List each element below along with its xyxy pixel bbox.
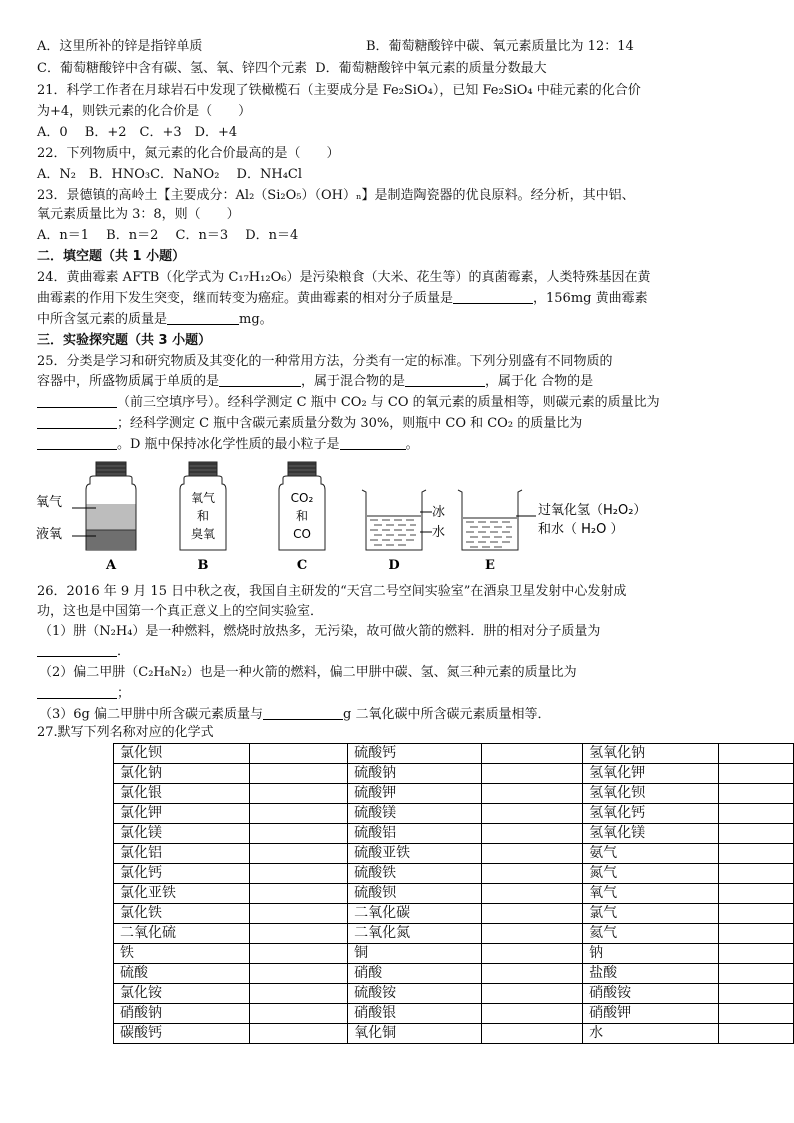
- formula-answer-cell[interactable]: [482, 964, 583, 984]
- q22-stem: 22．下列物质中，氮元素的化合价最高的是（ ）: [37, 146, 340, 161]
- q25-text: ，属于化 合物的是: [485, 374, 594, 389]
- compound-name-cell: 氯气: [583, 904, 719, 924]
- q26-part2: （2）偏二甲肼（C₂H₈N₂）也是一种火箭的燃料，偏二甲肼中碳、氢、氮三种元素的质量比为: [39, 665, 577, 680]
- compound-name-cell: 氯化钾: [114, 804, 250, 824]
- formula-answer-cell[interactable]: [482, 784, 583, 804]
- formula-answer-cell[interactable]: [718, 744, 793, 764]
- beaker-d: [362, 490, 432, 550]
- formula-answer-cell[interactable]: [482, 884, 583, 904]
- compound-name-cell: 硫酸亚铁: [348, 844, 482, 864]
- formula-answer-cell[interactable]: [482, 944, 583, 964]
- figure-label-d: D: [388, 558, 400, 573]
- table-row: [114, 1004, 794, 1024]
- compound-name-cell: 硫酸铁: [348, 864, 482, 884]
- q25-line3: [37, 394, 660, 412]
- formula-answer-cell[interactable]: [718, 924, 793, 944]
- formula-answer-cell[interactable]: [482, 764, 583, 784]
- q23-options: A．n＝1 B．n＝2 C．n＝3 D．n＝4: [37, 228, 299, 243]
- q25-answer-blank-4[interactable]: [37, 415, 117, 429]
- q26-text: ．: [117, 644, 131, 659]
- formula-answer-cell[interactable]: [249, 964, 347, 984]
- compound-name-cell: 氢氧化钾: [583, 764, 719, 784]
- q24-text: ，156mg 黄曲霉素: [533, 291, 648, 306]
- formula-answer-cell[interactable]: [718, 964, 793, 984]
- formula-answer-cell[interactable]: [249, 824, 347, 844]
- table-row: [114, 784, 794, 804]
- figure-label-e: E: [485, 558, 495, 573]
- compound-name-cell: 二氧化氮: [348, 924, 482, 944]
- formula-answer-cell[interactable]: [718, 984, 793, 1004]
- bottle-a-top-label: 氧气: [36, 495, 63, 510]
- q26-part1: （1）肼（N₂H₄）是一种燃料，燃烧时放热多，无污染，故可做火箭的燃料．肼的相对分子质量为: [39, 624, 601, 639]
- bottle-b-label-2: 和: [196, 509, 210, 523]
- formula-answer-cell[interactable]: [482, 904, 583, 924]
- formula-answer-cell[interactable]: [482, 844, 583, 864]
- compound-name-cell: 氢氧化钙: [583, 804, 719, 824]
- q25-answer-blank-6[interactable]: [340, 436, 406, 450]
- q25-text: 。D 瓶中保持冰化学性质的最小粒子是: [117, 437, 340, 452]
- compound-name-cell: 氯化铝: [114, 844, 250, 864]
- compound-name-cell: 硫酸钡: [348, 884, 482, 904]
- compound-name-cell: 硫酸铵: [348, 984, 482, 1004]
- beaker-e: [458, 490, 536, 550]
- bottle-c-label-2: 和: [295, 509, 309, 523]
- q24-line3: [37, 311, 273, 329]
- compound-name-cell: 硝酸铵: [583, 984, 719, 1004]
- q24-text: 曲霉素的作用下发生突变，继而转变为癌症。黄曲霉素的相对分子质量是: [37, 291, 454, 306]
- table-row: [114, 804, 794, 824]
- q21-stem-line1: 21．科学工作者在月球岩石中发现了铁橄榄石（主要成分是 Fe₂SiO₄），已知 Fe₂SiO₄ 中硅元素的化合价: [37, 83, 641, 98]
- formula-answer-cell[interactable]: [249, 744, 347, 764]
- section-experiment-heading: 三．实验探究题（共 3 小题）: [37, 333, 212, 348]
- compound-name-cell: 二氧化硫: [114, 924, 250, 944]
- compound-name-cell: 钠: [583, 944, 719, 964]
- compound-name-cell: 氯化钠: [114, 764, 250, 784]
- q21-options: A．0 B．+2 C．+3 D．+4: [37, 125, 238, 140]
- formula-answer-cell[interactable]: [482, 1024, 583, 1044]
- formula-answer-cell[interactable]: [482, 1004, 583, 1024]
- q25-answer-blank-3[interactable]: [37, 394, 117, 408]
- compound-name-cell: 铜: [348, 944, 482, 964]
- q25-text: ，属于混合物的是: [301, 374, 406, 389]
- compound-name-cell: 氢氧化钡: [583, 784, 719, 804]
- compound-name-cell: 氢氧化镁: [583, 824, 719, 844]
- compound-name-cell: 硫酸镁: [348, 804, 482, 824]
- compound-name-cell: 氧气: [583, 884, 719, 904]
- figure-label-a: A: [105, 558, 117, 573]
- compound-name-cell: 硝酸: [348, 964, 482, 984]
- formula-answer-cell[interactable]: [718, 944, 793, 964]
- compound-name-cell: 氮气: [583, 864, 719, 884]
- q24-line1: 24．黄曲霉素 AFTB（化学式为 C₁₇H₁₂O₆）是污染粮食（大米、花生等）的真菌霉素，人类特殊基因在黄: [37, 270, 651, 285]
- beaker-d-label-2: 水: [432, 525, 446, 540]
- formula-answer-cell[interactable]: [718, 764, 793, 784]
- compound-name-cell: 氯化铵: [114, 984, 250, 1004]
- q25-text: 。: [405, 437, 419, 452]
- q24-answer-blank-2[interactable]: [167, 311, 239, 325]
- q26-part1-answer: [37, 643, 130, 661]
- bottle-a-bottom-label: 液氧: [36, 527, 63, 542]
- q27-title: 27.默写下列名称对应的化学式: [37, 725, 214, 740]
- table-row: [114, 864, 794, 884]
- table-row: [114, 1024, 794, 1044]
- compound-name-cell: 氦气: [583, 924, 719, 944]
- bottle-c-label-1: CO₂: [290, 491, 314, 505]
- q23-stem-line1: 23．景德镇的高岭土【主要成分：Al₂（Si₂O₅）（OH）ₙ】是制造陶瓷器的优良原料。经分析，其中铝、: [37, 188, 635, 203]
- q20-option-cd: [37, 60, 547, 78]
- beaker-e-label-2: 和水（ H₂O ）: [538, 522, 624, 537]
- compound-name-cell: 氯化铁: [114, 904, 250, 924]
- bottle-b-label-1: 氧气: [190, 491, 216, 505]
- compound-name-cell: 碳酸钙: [114, 1024, 250, 1044]
- formula-answer-cell[interactable]: [482, 924, 583, 944]
- q25-line4: [37, 415, 582, 433]
- formula-answer-cell[interactable]: [249, 784, 347, 804]
- formula-answer-cell[interactable]: [482, 864, 583, 884]
- formula-answer-cell[interactable]: [718, 884, 793, 904]
- q24-answer-blank-1[interactable]: [453, 290, 533, 304]
- q25-text: 容器中，所盛物质属于单质的是: [37, 374, 220, 389]
- compound-name-cell: 硝酸银: [348, 1004, 482, 1024]
- table-row: [114, 884, 794, 904]
- q24-text: mg。: [239, 312, 273, 327]
- q25-text: （前三空填序号）。经科学测定 C 瓶中 CO₂ 与 CO 的氧元素的质量相等，则碳元素的质量比为: [117, 395, 660, 410]
- table-row: [114, 924, 794, 944]
- bottle-b-label-3: 臭氧: [190, 527, 216, 541]
- formula-answer-cell[interactable]: [249, 764, 347, 784]
- q23-stem-line2: 氧元素质量比为 3：8，则（ ）: [37, 207, 240, 222]
- formula-answer-cell[interactable]: [718, 844, 793, 864]
- q25-answer-blank-2[interactable]: [405, 373, 485, 387]
- beaker-d-label-1: 冰: [432, 505, 446, 520]
- compound-name-cell: 硫酸: [114, 964, 250, 984]
- compound-name-cell: 氯化镁: [114, 824, 250, 844]
- formula-answer-cell[interactable]: [718, 1024, 793, 1044]
- q20-option-c: C．葡萄糖酸锌中含有碳、氢、氧、锌四个元素: [37, 61, 307, 76]
- bottle-c-label-3: CO: [293, 527, 311, 541]
- table-row: [114, 844, 794, 864]
- formula-answer-cell[interactable]: [718, 864, 793, 884]
- compound-name-cell: 氨气: [583, 844, 719, 864]
- compound-name-cell: 氧化铜: [348, 1024, 482, 1044]
- table-row: [114, 744, 794, 764]
- compound-name-cell: 氯化钙: [114, 864, 250, 884]
- compound-name-cell: 硫酸钙: [348, 744, 482, 764]
- formula-answer-cell[interactable]: [718, 824, 793, 844]
- formula-answer-cell[interactable]: [249, 1004, 347, 1024]
- q20-option-d: D．葡萄糖酸锌中氧元素的质量分数最大: [315, 61, 547, 76]
- q26-text: g 二氧化碳中所含碳元素质量相等．: [343, 707, 551, 722]
- q26-answer-blank-1[interactable]: [37, 643, 117, 657]
- q25-answer-blank-1[interactable]: [219, 373, 301, 387]
- compound-name-cell: 氢氧化钠: [583, 744, 719, 764]
- compound-name-cell: 硝酸钾: [583, 1004, 719, 1024]
- q24-text: 中所含氢元素的质量是: [37, 312, 168, 327]
- compound-name-cell: 盐酸: [583, 964, 719, 984]
- formula-answer-cell[interactable]: [249, 1024, 347, 1044]
- q25-answer-blank-5[interactable]: [37, 436, 117, 450]
- formula-answer-cell[interactable]: [249, 984, 347, 1004]
- figure-label-c: C: [296, 558, 308, 573]
- formula-answer-cell[interactable]: [249, 844, 347, 864]
- compound-name-cell: 铁: [114, 944, 250, 964]
- formula-answer-cell[interactable]: [249, 804, 347, 824]
- q21-stem-line2: 为+4，则铁元素的化合价是（ ）: [37, 104, 252, 119]
- q26-line2: 功，这也是中国第一个真正意义上的空间实验室．: [37, 604, 324, 619]
- compound-name-cell: 氯化银: [114, 784, 250, 804]
- q25-line5: [37, 436, 419, 454]
- figure-label-b: B: [197, 558, 209, 573]
- compound-name-cell: 硫酸钾: [348, 784, 482, 804]
- formula-answer-cell[interactable]: [249, 944, 347, 964]
- formula-answer-cell[interactable]: [718, 1004, 793, 1024]
- formula-answer-cell[interactable]: [249, 904, 347, 924]
- compound-name-cell: 水: [583, 1024, 719, 1044]
- q24-line2: [37, 290, 648, 308]
- q22-options: A．N₂ B．HNO₃C．NaNO₂ D．NH₄Cl: [37, 167, 303, 182]
- chemical-formula-table: [113, 743, 794, 1044]
- beaker-e-label-1: 过氧化氢（H₂O₂）: [538, 503, 647, 518]
- q26-part3: [39, 706, 550, 724]
- compound-name-cell: 硫酸钠: [348, 764, 482, 784]
- section-fill-blank-heading: 二．填空题（共 1 小题）: [37, 249, 186, 264]
- table-row: [114, 904, 794, 924]
- formula-answer-cell[interactable]: [718, 904, 793, 924]
- formula-answer-cell[interactable]: [482, 804, 583, 824]
- formula-answer-cell[interactable]: [249, 884, 347, 904]
- bottle-a: [72, 462, 136, 550]
- q25-text: ；经科学测定 C 瓶中含碳元素质量分数为 30%，则瓶中 CO 和 CO₂ 的质量比为: [117, 416, 583, 431]
- q20-option-b: B．葡萄糖酸锌中碳、氧元素质量比为 12：14: [366, 39, 634, 54]
- formula-answer-cell[interactable]: [482, 744, 583, 764]
- q26-answer-blank-3[interactable]: [263, 706, 343, 720]
- q26-text: （3）6g 偏二甲肼中所含碳元素质量与: [39, 707, 263, 722]
- table-row: [114, 984, 794, 1004]
- q26-answer-blank-2[interactable]: [37, 685, 117, 699]
- q26-part2-answer: [37, 685, 130, 703]
- q25-line1: 25．分类是学习和研究物质及其变化的一种常用方法，分类有一定的标准。下列分别盛有不同物质的: [37, 354, 613, 369]
- table-row: [114, 964, 794, 984]
- formula-answer-cell[interactable]: [718, 804, 793, 824]
- formula-answer-cell[interactable]: [482, 984, 583, 1004]
- formula-answer-cell[interactable]: [482, 824, 583, 844]
- compound-name-cell: 硫酸铝: [348, 824, 482, 844]
- compound-name-cell: 硝酸钠: [114, 1004, 250, 1024]
- compound-name-cell: 氯化钡: [114, 744, 250, 764]
- compound-name-cell: 氯化亚铁: [114, 884, 250, 904]
- q20-option-a: A．这里所补的锌是指锌单质: [37, 39, 203, 54]
- q26-text: ；: [117, 686, 131, 701]
- table-row: [114, 944, 794, 964]
- table-row: [114, 824, 794, 844]
- q25-line2: [37, 373, 593, 391]
- formula-answer-cell[interactable]: [718, 784, 793, 804]
- formula-answer-cell[interactable]: [249, 864, 347, 884]
- table-row: [114, 764, 794, 784]
- container-figure: [36, 458, 696, 580]
- formula-answer-cell[interactable]: [249, 924, 347, 944]
- q26-line1: 26．2016 年 9 月 15 日中秋之夜，我国自主研发的“天宫二号空间实验室”在酒泉卫星发射中心发射成: [37, 584, 627, 599]
- compound-name-cell: 二氧化碳: [348, 904, 482, 924]
